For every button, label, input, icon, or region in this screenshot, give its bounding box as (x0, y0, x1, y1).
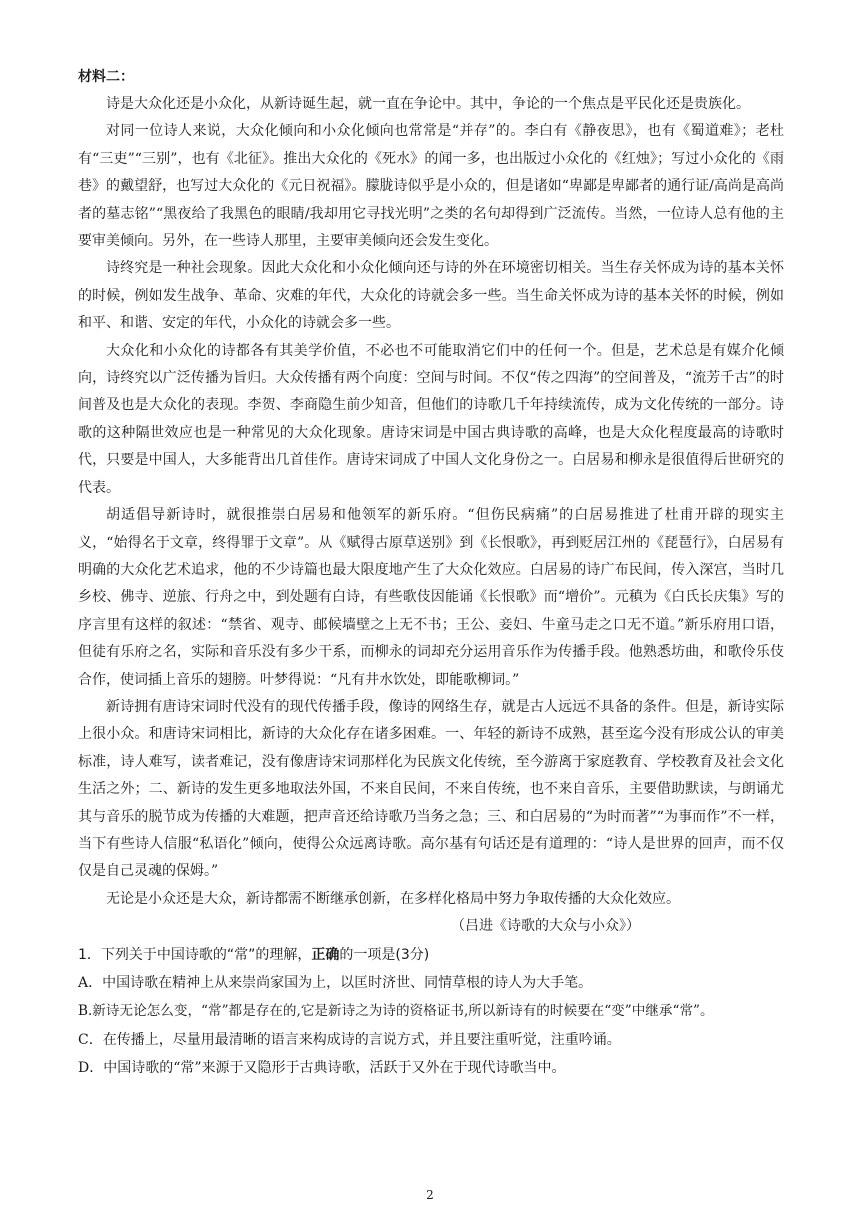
paragraph-7: 无论是小众还是大众，新诗都需不断继承创新，在多样化格局中努力争取传播的大众化效应。 (106, 890, 680, 907)
paragraph-4: 大众化和小众化的诗都各有其美学价值，不必也不可能取消它们中的任何一个。但是，艺术总是有媒介化倾向，诗终究以广泛传播为旨归。大众传播有两个向度：空间与时间。不仅“传之四海”的空间普及，“流芳千古”的时间普及也是大众化的表现。李贺、李商隐生前少知音，但他们的诗歌几千年持续流传，成为文化传统的一部分。诗歌的这种隔世效应也是一种常见的大众化现象。唐诗宋词是中国古典诗歌的高峰，也是大众化程度最高的诗歌时代，只要是中国人，大多能背出几首佳作。唐诗宋词成了中国人文化身份之一。白居易和柳永是很值得后世研究的代表。 (78, 342, 784, 496)
option-c: C．在传播上，尽量用最清晰的语言来构成诗的言说方式，并且要注重听觉，注重吟诵。 (78, 1031, 621, 1048)
option-a: A．中国诗歌在精神上从来崇尚家国为上，以匡时济世、同情草根的诗人为大手笔。 (78, 974, 593, 991)
question-prefix: 1．下列关于中国诗歌的“常”的理解， (78, 946, 312, 963)
paragraph-3: 诗终究是一种社会现象。因此大众化和小众化倾向还与诗的外在环境密切相关。当生存关怀成为诗的基本关怀的时候，例如发生战争、革命、灾难的年代，大众化的诗就会多一些。当生命关怀成为诗的基本关怀的时候，例如和平、和谐、安定的年代，小众化的诗就会多一些。 (78, 260, 784, 332)
paragraph-1: 诗是大众化还是小众化，从新诗诞生起，就一直在争论中。其中，争论的一个焦点是平民化还是贵族化。 (106, 96, 750, 112)
paragraph-5: 胡适倡导新诗时，就很推崇白居易和他领军的新乐府。“但伤民病痛”的白居易推进了杜甫开辟的现实主义，“始得名于文章，终得罪于文章”。从《赋得古原草送别》到《长恨歌》，再到贬居江州的《琵琶行》，白居易有明确的大众化艺术追求，他的不少诗篇也最大限度地产生了大众化效应。白居易的诗广布民间，传入深宫，当时几乡校、佛寺、逆旅、行舟之中，到处题有白诗，有些歌伎因能诵《长恨歌》而“增价”。元稹为《白氏长庆集》写的序言里有这样的叙述：“禁省、观寺、邮候墙壁之上无不书；王公、妾妇、牛童马走之口无不道。”新乐府用口语，但徒有乐府之名，实际和音乐没有多少干系，而柳永的词却充分运用音乐作为传播手段。他熟悉坊曲，和歌伶乐伎合作，使词插上音乐的翅膀。叶梦得说：“凡有井水饮处，即能歌柳词。” (78, 507, 784, 688)
paragraph-2: 对同一位诗人来说，大众化倾向和小众化倾向也常常是“并存”的。李白有《静夜思》，也有《蜀道难》；老杜有“三吏”“三别”，也有《北征》。推出大众化的《死水》的闻一多，也出版过小众化的《红烛》；写过小众化的《雨巷》的戴望舒，也写过大众化的《元日祝福》。朦胧诗似乎是小众的，但是诸如“卑鄙是卑鄙者的通行证/高尚是高尚者的墓志铭”“黑夜给了我黑色的眼睛/我却用它寻找光明”之类的名句却得到广泛流传。当然，一位诗人总有他的主要审美倾向。另外，在一些诗人那里，主要审美倾向还会发生变化。 (78, 123, 784, 250)
source-citation: （吕进《诗歌的大众与小众》） (451, 918, 640, 935)
paragraph-6: 新诗拥有唐诗宋词时代没有的现代传播手段，像诗的网络生存，就是古人远远不具备的条件。但是，新诗实际上很小众。和唐诗宋词相比，新诗的大众化存在诸多困难。一、年轻的新诗不成熟，甚至迄今没有形成公认的审美标准，诗人难写，读者难记，没有像唐诗宋词那样化为民族文化传统，至今游离于家庭教育、学校教育及社会文化生活之外；二、新诗的发生更多地取法外国，不来自民间，不来自传统，也不来自音乐，主要借助默读，与朗诵尤其与音乐的脱节成为传播的大难题，把声音还给诗歌乃当务之急；三、和白居易的“为时而著”“为事而作”不一样，当下有些诗人信服“私语化”倾向，使得公众远离诗歌。高尔基有句话还是有道理的：“诗人是世界的回声，而不仅仅是自己灵魂的保姆。” (78, 698, 784, 880)
question-suffix: 的一项是(3分) (339, 946, 430, 963)
option-b: B.新诗无论怎么变，“常”都是存在的,它是新诗之为诗的资格证书,所以新诗有的时候要在“变”中继承“常”。 (78, 1003, 714, 1020)
page-number: 2 (426, 1188, 434, 1202)
option-d: D．中国诗歌的“常”来源于又隐形于古典诗歌，活跃于又外在于现代诗歌当中。 (78, 1060, 566, 1077)
question-emphasis: 正确 (311, 946, 340, 963)
page-content (78, 64, 784, 1083)
question-stem (78, 941, 784, 969)
section-heading: 材料二： (78, 69, 134, 85)
